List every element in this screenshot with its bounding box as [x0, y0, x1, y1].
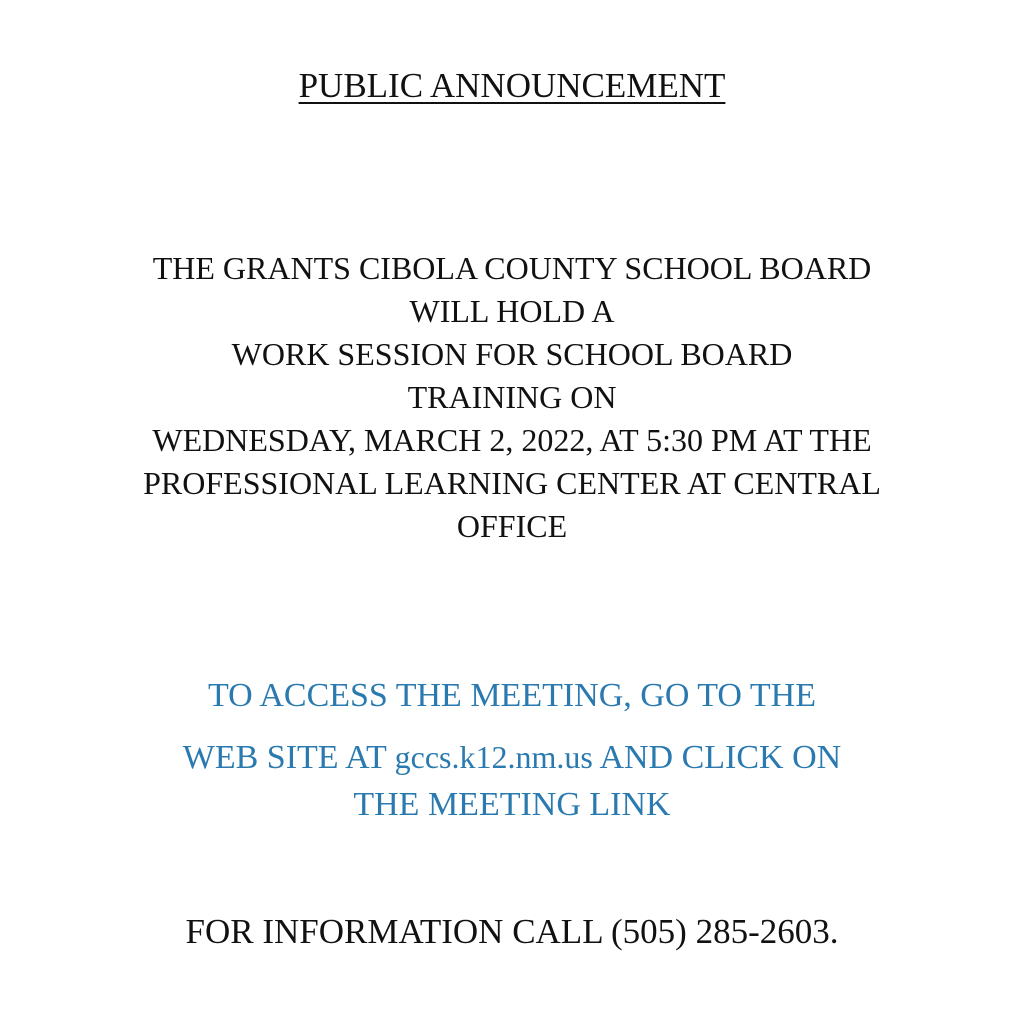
body-line-1: THE GRANTS CIBOLA COUNTY SCHOOL BOARD	[152, 250, 872, 286]
access-line-2	[0, 741, 1024, 775]
body-line-2: WILL HOLD A	[409, 293, 615, 329]
announcement-title: PUBLIC ANNOUNCEMENT	[298, 66, 726, 105]
access-line-1: TO ACCESS THE MEETING, GO TO THE	[208, 677, 816, 714]
body-line-7: OFFICE	[456, 508, 568, 544]
body-line-5: WEDNESDAY, MARCH 2, 2022, AT 5:30 PM AT THE	[152, 422, 872, 458]
info-line: FOR INFORMATION CALL (505) 285-2603.	[185, 912, 839, 951]
access-line-2-suffix: AND CLICK ON	[592, 739, 842, 776]
body-line-3: WORK SESSION FOR SCHOOL BOARD	[231, 336, 793, 372]
access-line-3: THE MEETING LINK	[353, 786, 671, 823]
access-line-2-prefix: WEB SITE AT	[182, 739, 395, 776]
body-line-4: TRAINING ON	[407, 379, 617, 415]
website-url-text: gccs.k12.nm.us	[394, 739, 593, 775]
body-line-6: PROFESSIONAL LEARNING CENTER AT CENTRAL	[143, 465, 881, 501]
